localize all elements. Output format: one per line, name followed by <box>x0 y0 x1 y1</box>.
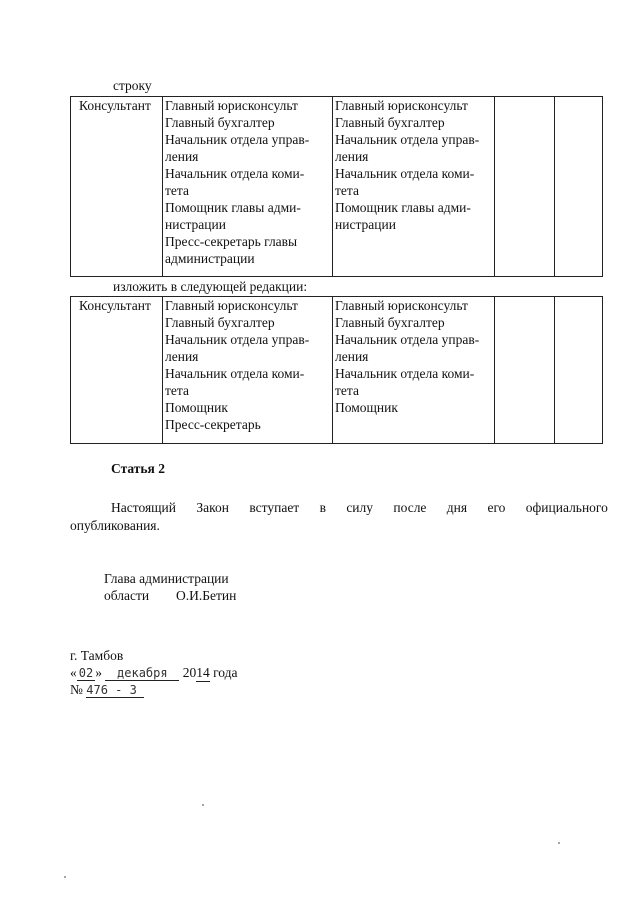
position-line: Главный бухгалтер <box>335 115 445 130</box>
position-line: тета <box>165 183 189 198</box>
table-new-role: Консультант <box>71 297 163 444</box>
date-open-quote: « <box>70 665 77 680</box>
scan-speck <box>558 842 560 844</box>
table-old <box>70 96 603 277</box>
date-line <box>70 665 238 682</box>
position-line: тета <box>335 383 359 398</box>
article-word: Настоящий <box>111 500 177 515</box>
table-old-col-empty-1 <box>495 97 555 277</box>
table-new-col-a <box>163 297 333 444</box>
position-line: Главный юрисконсульт <box>165 298 298 313</box>
position-line: Помощник <box>165 400 228 415</box>
date-day: 02 <box>78 666 94 680</box>
position-line: Начальник отдела коми- <box>165 366 305 381</box>
position-line: Главный юрисконсульт <box>165 98 298 113</box>
signature-title: Глава администрации <box>104 571 229 586</box>
position-line: Начальник отдела коми- <box>335 366 475 381</box>
position-line: Начальник отдела управ- <box>335 132 480 147</box>
city-line: г. Тамбов <box>70 648 124 663</box>
position-line: нистрации <box>165 217 226 232</box>
article-paragraph-line1 <box>111 500 608 516</box>
position-line: тета <box>335 183 359 198</box>
position-line: Пресс-секретарь главы <box>165 234 298 249</box>
scan-speck <box>64 876 66 878</box>
table-new <box>70 296 603 444</box>
scan-speck <box>202 804 204 806</box>
position-line: Главный юрисконсульт <box>335 98 468 113</box>
position-line: нистрации <box>335 217 396 232</box>
number-sign: № <box>70 682 83 697</box>
article-word: дня <box>446 500 468 515</box>
middle-line: изложить в следующей редакции: <box>113 279 308 294</box>
position-line: ления <box>335 149 369 164</box>
position-line: Помощник главы адми- <box>165 200 301 215</box>
position-line: Начальник отдела управ- <box>165 132 310 147</box>
signature-name: О.И.Бетин <box>176 588 237 603</box>
table-new-col-empty-2 <box>555 297 603 444</box>
intro-line: строку <box>113 78 152 93</box>
date-year-suffix: 14 <box>196 665 210 680</box>
date-close-quote: » <box>95 665 102 680</box>
position-line: Начальник отдела управ- <box>165 332 310 347</box>
table-old-role: Консультант <box>71 97 163 277</box>
position-line: Начальник отдела управ- <box>335 332 480 347</box>
date-month: декабря <box>105 666 179 681</box>
article-heading: Статья 2 <box>111 461 165 476</box>
article-paragraph-line2: опубликования. <box>70 518 160 533</box>
table-old-col-b <box>333 97 495 277</box>
position-line: Главный бухгалтер <box>165 115 275 130</box>
position-line: ления <box>335 349 369 364</box>
position-line: Начальник отдела коми- <box>165 166 305 181</box>
article-word: вступает <box>249 500 300 515</box>
position-line: администрации <box>165 251 255 266</box>
position-line: Пресс-секретарь <box>165 417 261 432</box>
article-word: Закон <box>196 500 229 515</box>
number-value: 476 - 3 <box>86 683 144 698</box>
article-word: его <box>487 500 506 515</box>
position-line: ления <box>165 149 199 164</box>
position-line: Главный бухгалтер <box>335 315 445 330</box>
position-line: Начальник отдела коми- <box>335 166 475 181</box>
date-word: года <box>213 665 238 680</box>
article-word: после <box>393 500 427 515</box>
signature-title-line2: области <box>104 588 150 603</box>
table-old-col-a <box>163 97 333 277</box>
number-line <box>70 682 144 698</box>
article-word: в <box>319 500 326 515</box>
position-line: ления <box>165 349 199 364</box>
table-new-col-b <box>333 297 495 444</box>
position-line: Главный юрисконсульт <box>335 298 468 313</box>
position-line: Помощник главы адми- <box>335 200 471 215</box>
position-line: Главный бухгалтер <box>165 315 275 330</box>
table-new-col-empty-1 <box>495 297 555 444</box>
date-year-prefix: 20 <box>182 665 197 680</box>
position-line: Помощник <box>335 400 398 415</box>
article-word: официального <box>525 500 608 515</box>
article-word: силу <box>346 500 374 515</box>
table-old-col-empty-2 <box>555 97 603 277</box>
position-line: тета <box>165 383 189 398</box>
